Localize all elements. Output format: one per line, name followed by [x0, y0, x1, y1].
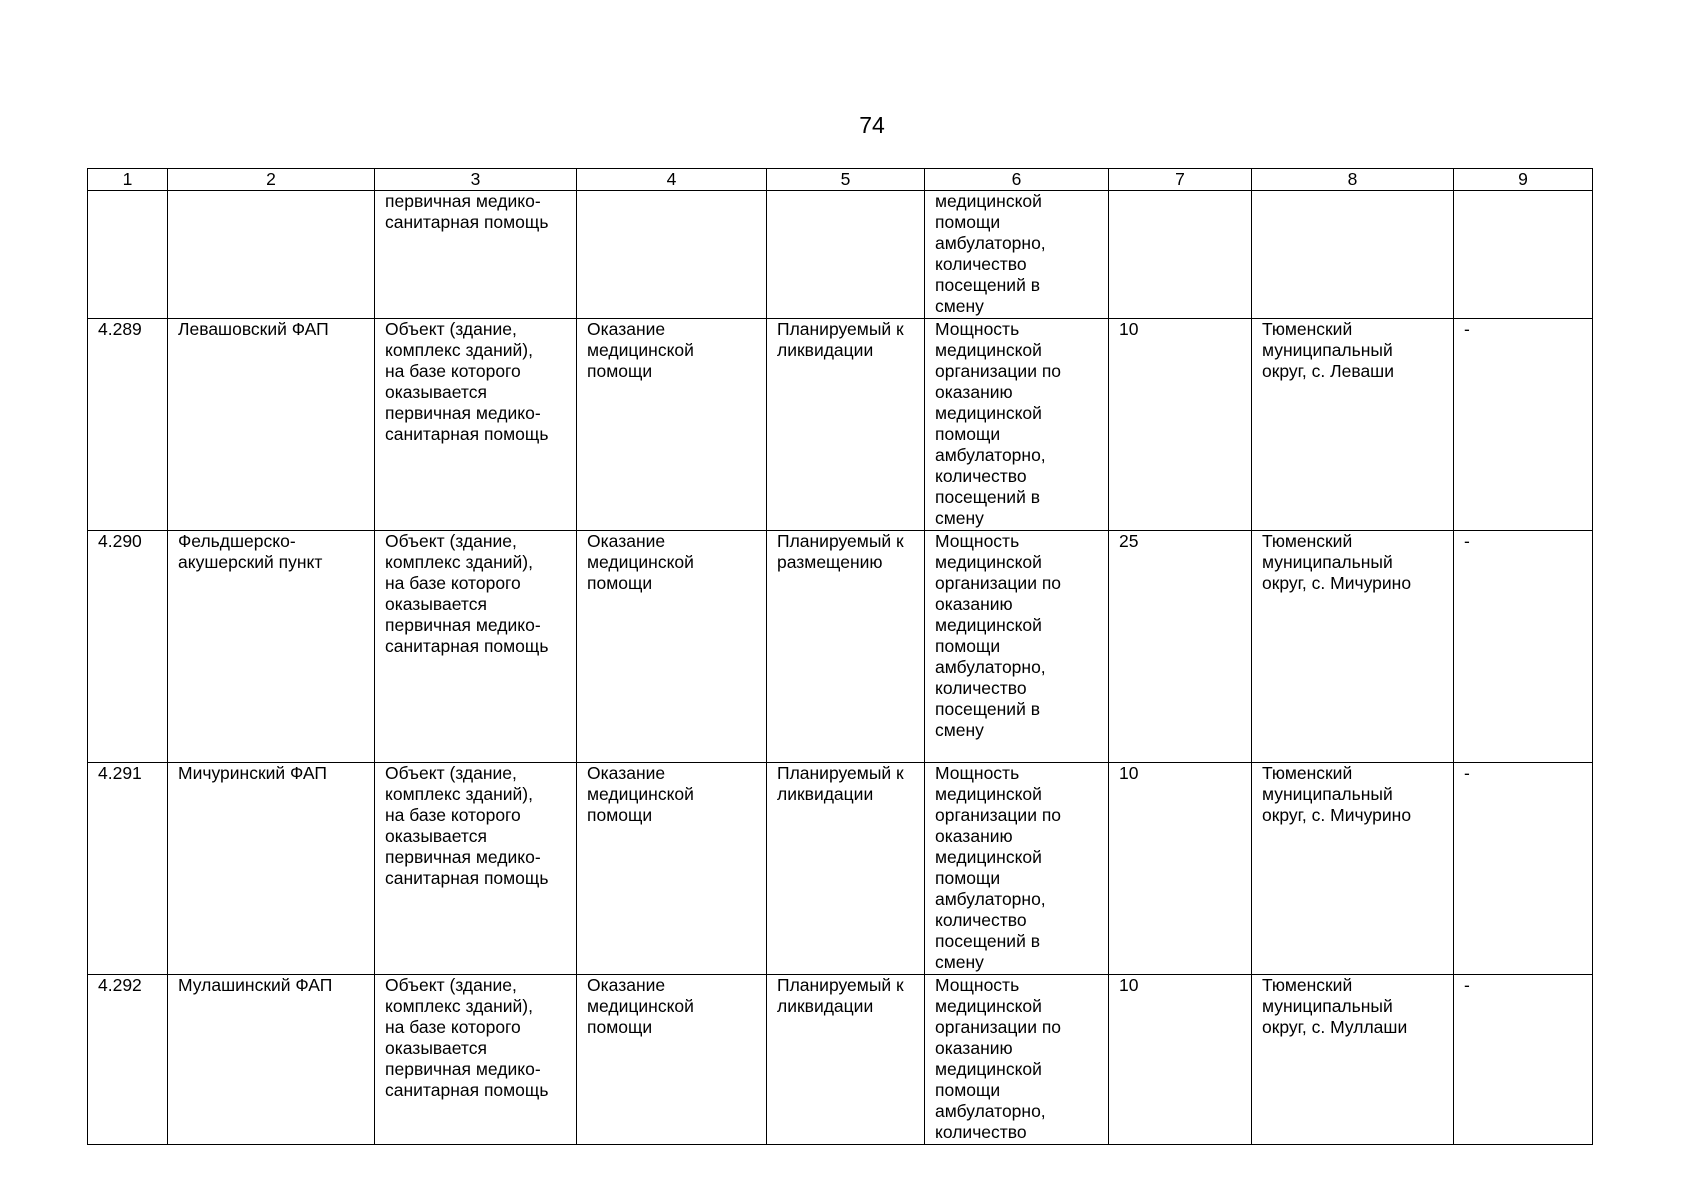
object-type-cell: Объект (здание, комплекс зданий), на базе которого оказывается первичная медико- санитарная помощь [375, 763, 577, 975]
zone-cell: - [1454, 319, 1593, 531]
object-name-cell [168, 191, 375, 319]
object-type-cell: Объект (здание, комплекс зданий), на базе которого оказывается первичная медико- санитарная помощь [375, 319, 577, 531]
status-cell: Планируемый к ликвидации [767, 763, 925, 975]
column-number-cell: 1 [88, 169, 168, 191]
column-number-cell: 7 [1109, 169, 1252, 191]
zone-cell: - [1454, 531, 1593, 763]
column-number-cell: 4 [577, 169, 767, 191]
location-cell: Тюменский муниципальный округ, с. Мичурино [1252, 531, 1454, 763]
capacity-value-cell [1109, 191, 1252, 319]
purpose-cell [577, 191, 767, 319]
row-number-cell: 4.290 [88, 531, 168, 763]
row-number-cell [88, 191, 168, 319]
row-number-cell: 4.292 [88, 975, 168, 1145]
object-name-cell: Мичуринский ФАП [168, 763, 375, 975]
column-number-cell: 5 [767, 169, 925, 191]
object-name-cell: Мулашинский ФАП [168, 975, 375, 1145]
zone-cell [1454, 191, 1593, 319]
location-cell: Тюменский муниципальный округ, с. Муллаши [1252, 975, 1454, 1145]
location-cell: Тюменский муниципальный округ, с. Леваши [1252, 319, 1454, 531]
table-row [88, 191, 1593, 319]
object-name-cell: Левашовский ФАП [168, 319, 375, 531]
table-row [88, 763, 1593, 975]
status-cell: Планируемый к ликвидации [767, 975, 925, 1145]
capacity-value-cell: 10 [1109, 763, 1252, 975]
object-name-cell: Фельдшерско- акушерский пункт [168, 531, 375, 763]
row-number-cell: 4.289 [88, 319, 168, 531]
capacity-description-cell: Мощность медицинской организации по оказанию медицинской помощи амбулаторно, количество посещений в смену [925, 319, 1109, 531]
objects-table [87, 168, 1593, 1145]
column-number-cell: 9 [1454, 169, 1593, 191]
capacity-value-cell: 25 [1109, 531, 1252, 763]
zone-cell: - [1454, 975, 1593, 1145]
column-number-cell: 3 [375, 169, 577, 191]
status-cell: Планируемый к ликвидации [767, 319, 925, 531]
status-cell: Планируемый к размещению [767, 531, 925, 763]
table-row [88, 975, 1593, 1145]
purpose-cell: Оказание медицинской помощи [577, 975, 767, 1145]
location-cell: Тюменский муниципальный округ, с. Мичурино [1252, 763, 1454, 975]
location-cell [1252, 191, 1454, 319]
purpose-cell: Оказание медицинской помощи [577, 763, 767, 975]
object-type-cell: первичная медико- санитарная помощь [375, 191, 577, 319]
column-number-cell: 6 [925, 169, 1109, 191]
capacity-description-cell: Мощность медицинской организации по оказанию медицинской помощи амбулаторно, количество [925, 975, 1109, 1145]
capacity-value-cell: 10 [1109, 319, 1252, 531]
capacity-value-cell: 10 [1109, 975, 1252, 1145]
capacity-description-cell: Мощность медицинской организации по оказанию медицинской помощи амбулаторно, количество посещений в смену [925, 763, 1109, 975]
capacity-description-cell: медицинской помощи амбулаторно, количество посещений в смену [925, 191, 1109, 319]
row-number-cell: 4.291 [88, 763, 168, 975]
purpose-cell: Оказание медицинской помощи [577, 319, 767, 531]
page-number: 74 [859, 112, 885, 138]
purpose-cell: Оказание медицинской помощи [577, 531, 767, 763]
table-row [88, 531, 1593, 763]
column-number-cell: 8 [1252, 169, 1454, 191]
zone-cell: - [1454, 763, 1593, 975]
column-number-cell: 2 [168, 169, 375, 191]
object-type-cell: Объект (здание, комплекс зданий), на базе которого оказывается первичная медико- санитарная помощь [375, 531, 577, 763]
object-type-cell: Объект (здание, комплекс зданий), на базе которого оказывается первичная медико- санитарная помощь [375, 975, 577, 1145]
table-row [88, 319, 1593, 531]
status-cell [767, 191, 925, 319]
column-number-row [88, 169, 1593, 191]
capacity-description-cell: Мощность медицинской организации по оказанию медицинской помощи амбулаторно, количество посещений в смену [925, 531, 1109, 763]
